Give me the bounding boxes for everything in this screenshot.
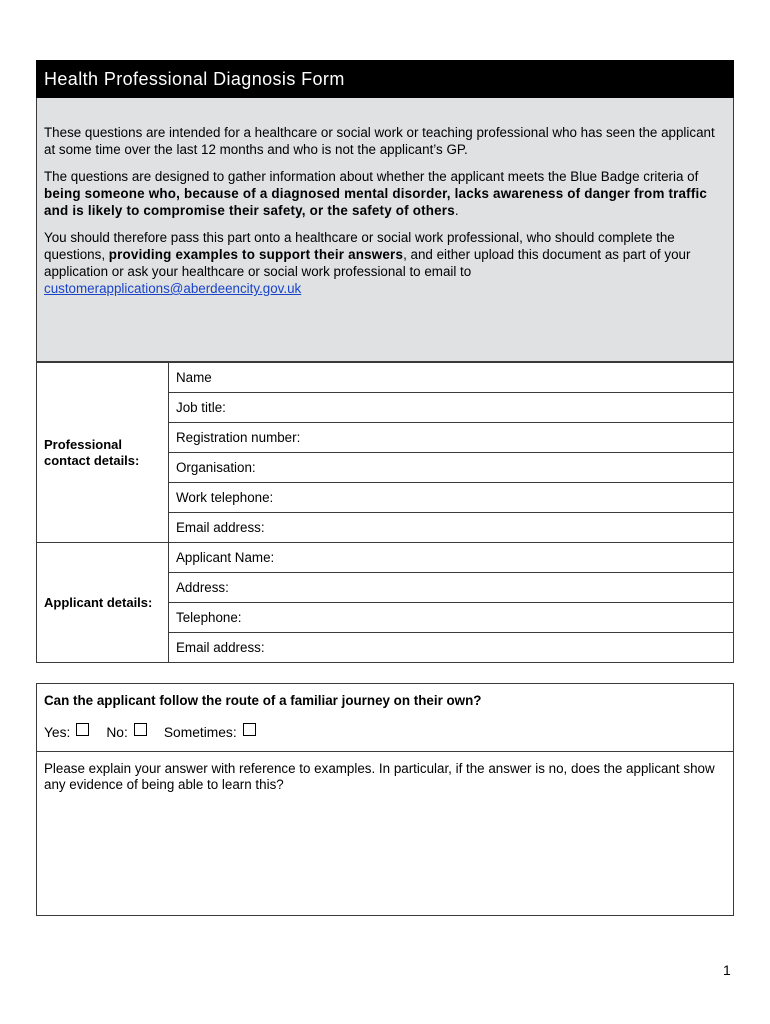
no-checkbox[interactable] bbox=[134, 723, 147, 736]
intro-p2-criteria: being someone who, because of a diagnosed mental disorder, lacks awareness of danger from traffic and is likely to compromise their safety, or the safety of others bbox=[44, 186, 708, 218]
page-number: 1 bbox=[723, 962, 731, 978]
option-no bbox=[106, 725, 146, 740]
table-row bbox=[37, 363, 734, 393]
professional-section-label: Professional contact details: bbox=[37, 363, 169, 543]
intro-paragraph-1: These questions are intended for a healthcare or social work or teaching professional who has seen the applicant at some time over the last 12 months and who is not the applicant’s GP. bbox=[44, 125, 715, 157]
intro-p3-emphasis: providing examples to support their answers bbox=[108, 247, 404, 262]
journey-question: Can the applicant follow the route of a familiar journey on their own? bbox=[44, 693, 482, 708]
answer-options bbox=[44, 725, 273, 740]
option-sometimes bbox=[164, 725, 256, 740]
explain-instructions: Please explain your answer with reference to examples. In particular, if the answer is no, does the applicant show any evidence of being able to learn this? bbox=[44, 761, 715, 792]
job-title-field[interactable]: Job title: bbox=[169, 393, 734, 423]
option-sometimes-label: Sometimes: bbox=[163, 725, 237, 740]
details-table bbox=[36, 362, 734, 663]
registration-number-field[interactable]: Registration number: bbox=[169, 423, 734, 453]
yes-checkbox[interactable] bbox=[76, 723, 89, 736]
organisation-field[interactable]: Organisation: bbox=[169, 453, 734, 483]
intro-section bbox=[36, 98, 734, 362]
explanation-answer-area[interactable] bbox=[37, 796, 733, 915]
applicant-name-field[interactable]: Applicant Name: bbox=[169, 543, 734, 573]
applicant-address-field[interactable]: Address: bbox=[169, 573, 734, 603]
table-row bbox=[37, 543, 734, 573]
work-telephone-field[interactable]: Work telephone: bbox=[169, 483, 734, 513]
intro-p3-text: You should therefore pass this part onto a healthcare or social work professional, who should complete the questions, bbox=[44, 230, 675, 262]
applicant-email-field[interactable]: Email address: bbox=[169, 633, 734, 663]
option-yes bbox=[44, 725, 89, 740]
intro-p2-text: The questions are designed to gather information about whether the applicant meets the Blue Badge criteria of bbox=[44, 169, 699, 184]
option-no-label: No: bbox=[106, 725, 128, 740]
intro-p3-rest: , and either upload this document as part of your application or ask your healthcare or social work professional to email to bbox=[44, 247, 691, 279]
professional-name-field[interactable]: Name bbox=[169, 363, 734, 393]
applicant-section-label: Applicant details: bbox=[37, 543, 169, 663]
sometimes-checkbox[interactable] bbox=[243, 723, 256, 736]
intro-paragraph-2 bbox=[44, 168, 725, 219]
professional-email-field[interactable]: Email address: bbox=[169, 513, 734, 543]
intro-paragraph-3 bbox=[44, 229, 725, 297]
divider bbox=[37, 751, 733, 752]
email-link[interactable]: customerapplications@aberdeencity.gov.uk bbox=[44, 281, 302, 296]
form-title-bar bbox=[36, 60, 734, 98]
applicant-telephone-field[interactable]: Telephone: bbox=[169, 603, 734, 633]
form-title: Health Professional Diagnosis Form bbox=[44, 69, 345, 89]
intro-p2-end: . bbox=[454, 203, 459, 218]
journey-question-box bbox=[36, 683, 734, 916]
option-yes-label: Yes: bbox=[44, 725, 71, 740]
